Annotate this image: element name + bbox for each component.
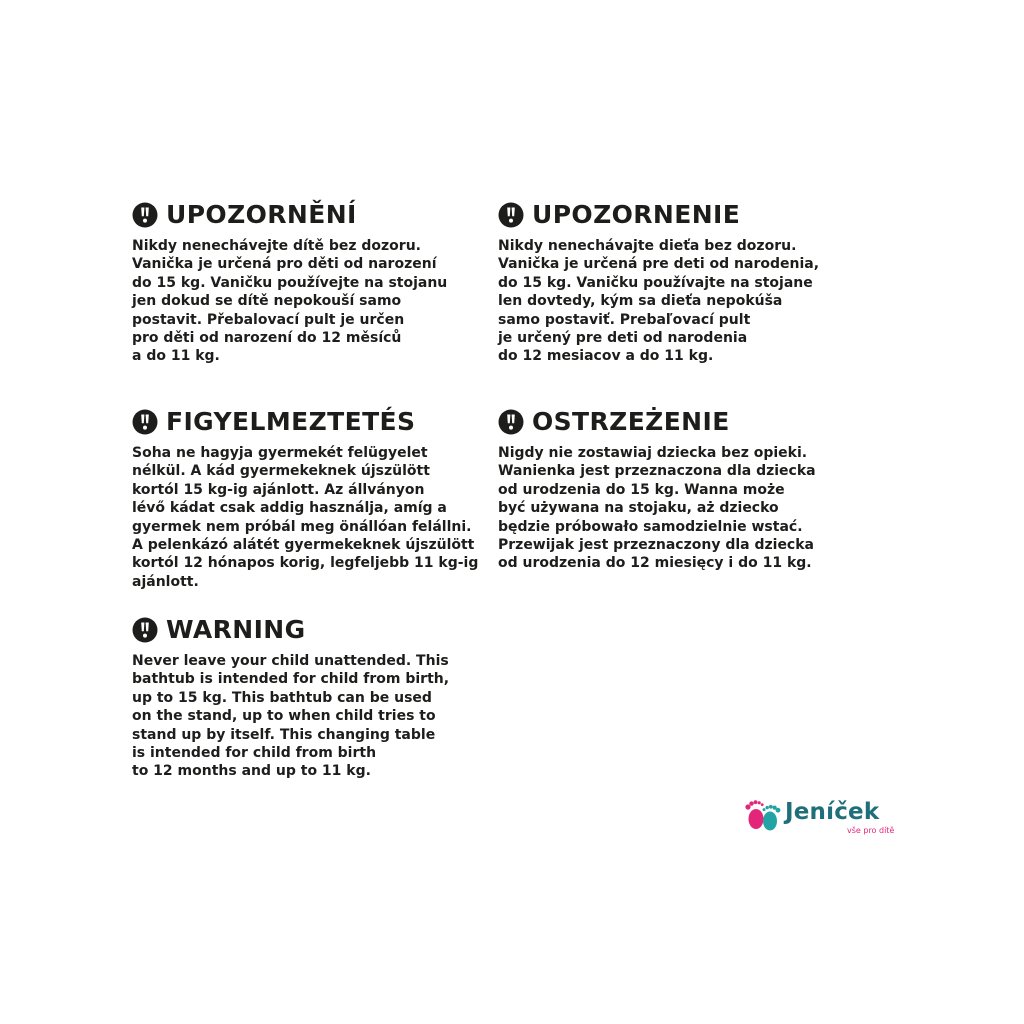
body-line: Przewijak jest przeznaczony dla dziecka — [498, 537, 814, 554]
body-line: do 15 kg. Vaničku používajte na stojane — [498, 274, 813, 291]
section-body — [498, 444, 878, 573]
heading-text: WARNING — [166, 615, 306, 644]
warning-icon — [498, 409, 524, 435]
heading-text: FIGYELMEZTETÉS — [166, 407, 416, 436]
warning-icon — [132, 617, 158, 643]
body-line: je určený pre deti od narodenia — [498, 330, 748, 347]
body-line: od urodzenia do 12 miesięcy i do 11 kg. — [498, 555, 812, 572]
body-line: up to 15 kg. This bathtub can be used — [132, 689, 432, 706]
warning-icon — [498, 202, 524, 228]
body-line: Nigdy nie zostawiaj dziecka bez opieki. — [498, 445, 808, 461]
body-line: postavit. Přebalovací pult je určen — [132, 311, 405, 328]
body-line: kortól 15 kg-ig ajánlott. Az állványon — [132, 481, 425, 498]
section-heading — [132, 199, 512, 231]
heading-text: UPOZORNENIE — [532, 200, 741, 229]
warning-section-en — [132, 614, 512, 781]
body-line: is intended for child from birth — [132, 745, 377, 762]
body-line: a do 11 kg. — [132, 348, 220, 365]
section-body — [132, 237, 512, 366]
baby-feet-icon — [743, 797, 783, 833]
brand-tagline: vše pro dítě — [847, 826, 895, 835]
body-line: Never leave your child unattended. This — [132, 653, 449, 669]
warning-section-sk — [498, 199, 878, 366]
body-line: Vanička je určená pro děti od narození — [132, 256, 437, 273]
body-line: Soha ne hagyja gyermekét felügyelet — [132, 445, 428, 461]
body-line: gyermek nem próbál meg önállóan felállni. — [132, 518, 472, 535]
body-line: on the stand, up to when child tries to — [132, 708, 436, 725]
body-line: stand up by itself. This changing table — [132, 726, 436, 743]
heading-text: OSTRZEŻENIE — [532, 407, 730, 436]
section-body — [132, 652, 512, 781]
section-heading — [132, 614, 512, 646]
section-heading — [132, 406, 512, 438]
body-line: ajánlott. — [132, 573, 199, 590]
body-line: lévő kádat csak addig használja, amíg a — [132, 500, 447, 517]
warning-section-cz — [132, 199, 512, 366]
body-line: jen dokud se dítě nepokouší samo — [132, 293, 402, 310]
body-line: len dovtedy, kým sa dieťa nepokúša — [498, 293, 783, 310]
section-body — [498, 237, 878, 366]
body-line: do 15 kg. Vaničku používejte na stojanu — [132, 274, 448, 291]
body-line: być używana na stojaku, aż dziecko — [498, 500, 779, 517]
body-line: Wanienka jest przeznaczona dla dziecka — [498, 463, 816, 480]
body-line: będzie próbowało samodzielnie wstać. — [498, 518, 803, 535]
body-line: pro děti od narození do 12 měsíců — [132, 330, 402, 347]
body-line: A pelenkázó alátét gyermekeknek újszülött — [132, 537, 475, 554]
brand-logo — [743, 795, 903, 845]
heading-text: UPOZORNĚNÍ — [166, 200, 357, 229]
body-line: od urodzenia do 15 kg. Wanna może — [498, 481, 785, 498]
body-line: kortól 12 hónapos korig, legfeljebb 11 kg-ig — [132, 555, 479, 572]
body-line: to 12 months and up to 11 kg. — [132, 763, 371, 780]
section-body — [132, 444, 512, 591]
section-heading — [498, 199, 878, 231]
body-line: bathtub is intended for child from birth, — [132, 671, 450, 688]
body-line: Vanička je určená pre deti od narodenia, — [498, 256, 820, 273]
warning-section-hu — [132, 406, 512, 591]
body-line: nélkül. A kád gyermekeknek újszülött — [132, 463, 430, 480]
section-heading — [498, 406, 878, 438]
body-line: Nikdy nenechávajte dieťa bez dozoru. — [498, 238, 797, 254]
warning-icon — [132, 409, 158, 435]
body-line: samo postaviť. Prebaľovací pult — [498, 311, 751, 328]
warning-icon — [132, 202, 158, 228]
warning-section-pl — [498, 406, 878, 573]
body-line: do 12 mesiacov a do 11 kg. — [498, 348, 714, 365]
brand-name: Jeníček — [785, 799, 880, 825]
body-line: Nikdy nenechávejte dítě bez dozoru. — [132, 238, 421, 254]
